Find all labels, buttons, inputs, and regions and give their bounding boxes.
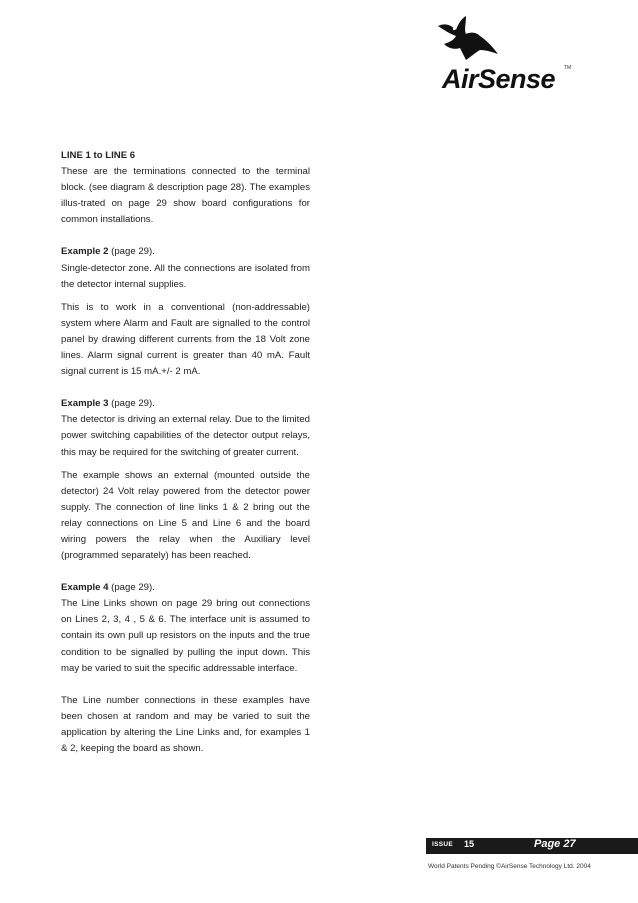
footer-bar [426, 838, 638, 854]
example-3-ref: (page 29). [108, 398, 155, 410]
section-heading: LINE 1 to LINE 6 [61, 150, 136, 161]
intro-paragraph: These are the terminations connected to the terminal block. (see diagram & description page 28). The examples illus-trated on page 29 show board configurations for common installations. [61, 166, 310, 226]
example-3-heading [61, 396, 310, 412]
example-2-paragraph-2: This is to work in a conventional (non-addressable) system where Alarm and Fault are signalled to the control panel by drawing different currents from the 18 Volt zone lines. Alarm signal current is greater than 40 mA. Fault signal current is 15 mA.+/- 2 mA. [61, 301, 310, 378]
example-3-paragraph-1: The detector is driving an external relay. Due to the limited power switching capabilities of the detector output relays, this may be required for the switching of greater current. [61, 414, 310, 458]
example-4-heading [61, 580, 310, 596]
eagle-icon [436, 16, 506, 64]
example-4-title: Example 4 [61, 582, 109, 594]
example-2-ref: (page 29). [108, 246, 155, 258]
issue-number: 15 [464, 839, 475, 849]
example-2-title: Example 2 [61, 246, 109, 258]
trademark-mark: TM [564, 65, 572, 71]
footer-notice: World Patents Pending ©AirSense Technology Ltd. 2004 [428, 863, 591, 870]
example-4-paragraph-1: The Line Links shown on page 29 bring out connections on Lines 2, 3, 4 , 5 & 6. The interface unit is assumed to contain its own pull up resistors on the inputs and the true condition to be signalled by pulling the input down. This may be varied to suit the specific addressable interface. [61, 598, 310, 674]
issue-label: ISSUE [432, 841, 454, 848]
example-2-heading [61, 244, 310, 260]
body-text [61, 148, 310, 757]
example-3-title: Example 3 [61, 398, 109, 410]
page-number: Page 27 [534, 838, 576, 850]
brand-name: AirSense [442, 64, 556, 94]
example-2-paragraph-1: Single-detector zone. All the connections are isolated from the detector internal supplies. [61, 262, 310, 290]
example-3-paragraph-2: The example shows an external (mounted outside the detector) 24 Volt relay powered from the detector power supply. The connection of line links 1 & 2 bring out the relay connections on Line 5 and Line 6 and the board wiring powers the relay when the Auxiliary level (programmed separately) has been reached. [61, 469, 310, 562]
closing-paragraph: The Line number connections in these examples have been chosen at random and may be varied to suit the application by altering the Line Links and, for examples 1 & 2, keeping the board as shown. [61, 694, 310, 754]
airsense-logo [436, 16, 596, 96]
example-4-ref: (page 29). [108, 582, 155, 594]
